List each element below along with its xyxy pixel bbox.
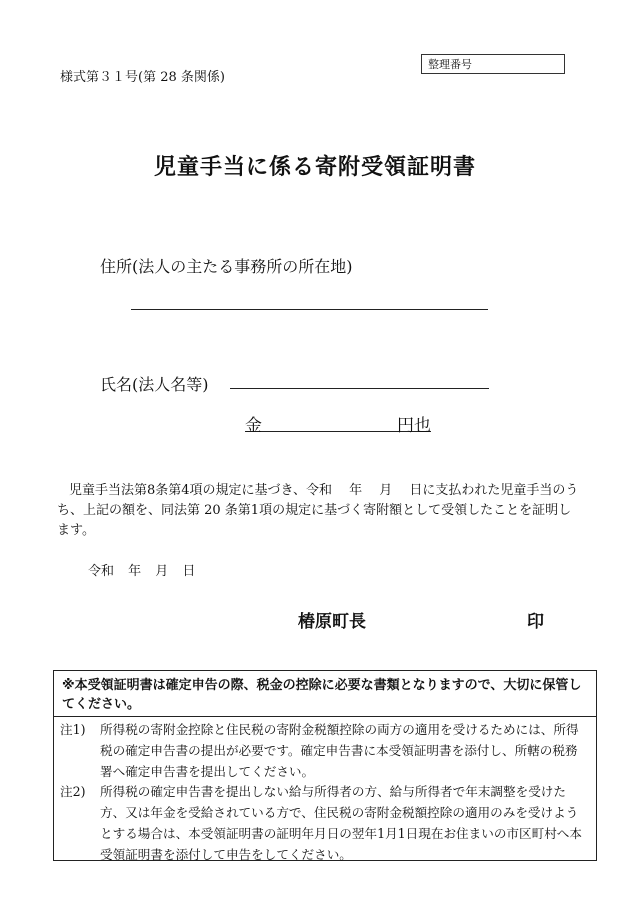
note-text: 所得税の寄附金控除と住民税の寄附金税額控除の両方の適用を受けるためには、所得税の確定申告書の提出が必要です。確定申告書に本受領証明書を添付し、所轄の税務署へ確定申告書を提出してください。	[100, 722, 579, 779]
name-fill-line	[230, 388, 489, 389]
amount-suffix: 円也	[397, 416, 431, 436]
reference-number-box	[421, 54, 565, 74]
note-item	[60, 781, 590, 865]
document-title: 児童手当に係る寄附受領証明書	[153, 155, 476, 180]
amount-field	[245, 411, 431, 436]
reference-number-label: 整理番号	[428, 58, 472, 71]
address-label: 住所(法人の主たる事務所の所在地)	[100, 257, 353, 276]
certification-text: 児童手当法第8条第4項の規定に基づき、令和 年 月 日に支払われた児童手当のうち、上記の額を、同法第 20 条第1項の規定に基づく寄附額として受領したことを証明します。	[57, 483, 579, 538]
notice-box	[53, 670, 597, 861]
note-text: 所得税の確定申告書を提出しない給与所得者の方、給与所得者で年末調整を受けた方、又は年金を受給されている方で、住民税の寄附金税額控除の適用のみを受けようとする場合は、本受領証明書の証明年月日の翌年1月1日現在お住まいの市区町村へ本受領証明書を添付して申告をしてください。	[100, 784, 582, 862]
note-item	[60, 719, 590, 782]
seal-mark: 印	[527, 612, 544, 632]
form-number: 様式第３１号(第 28 条関係)	[60, 70, 225, 85]
amount-prefix: 金	[245, 416, 262, 436]
notice-heading: ※本受領証明書は確定申告の際、税金の控除に必要な書類となりますので、大切に保管してください。	[54, 671, 596, 717]
issue-date: 令和 年 月 日	[88, 564, 196, 579]
name-label: 氏名(法人名等)	[100, 375, 209, 394]
note-tag: 注1)	[60, 722, 86, 737]
note-tag: 注2)	[60, 784, 86, 799]
issuer-title: 椿原町長	[298, 612, 366, 632]
address-fill-line	[131, 309, 488, 310]
